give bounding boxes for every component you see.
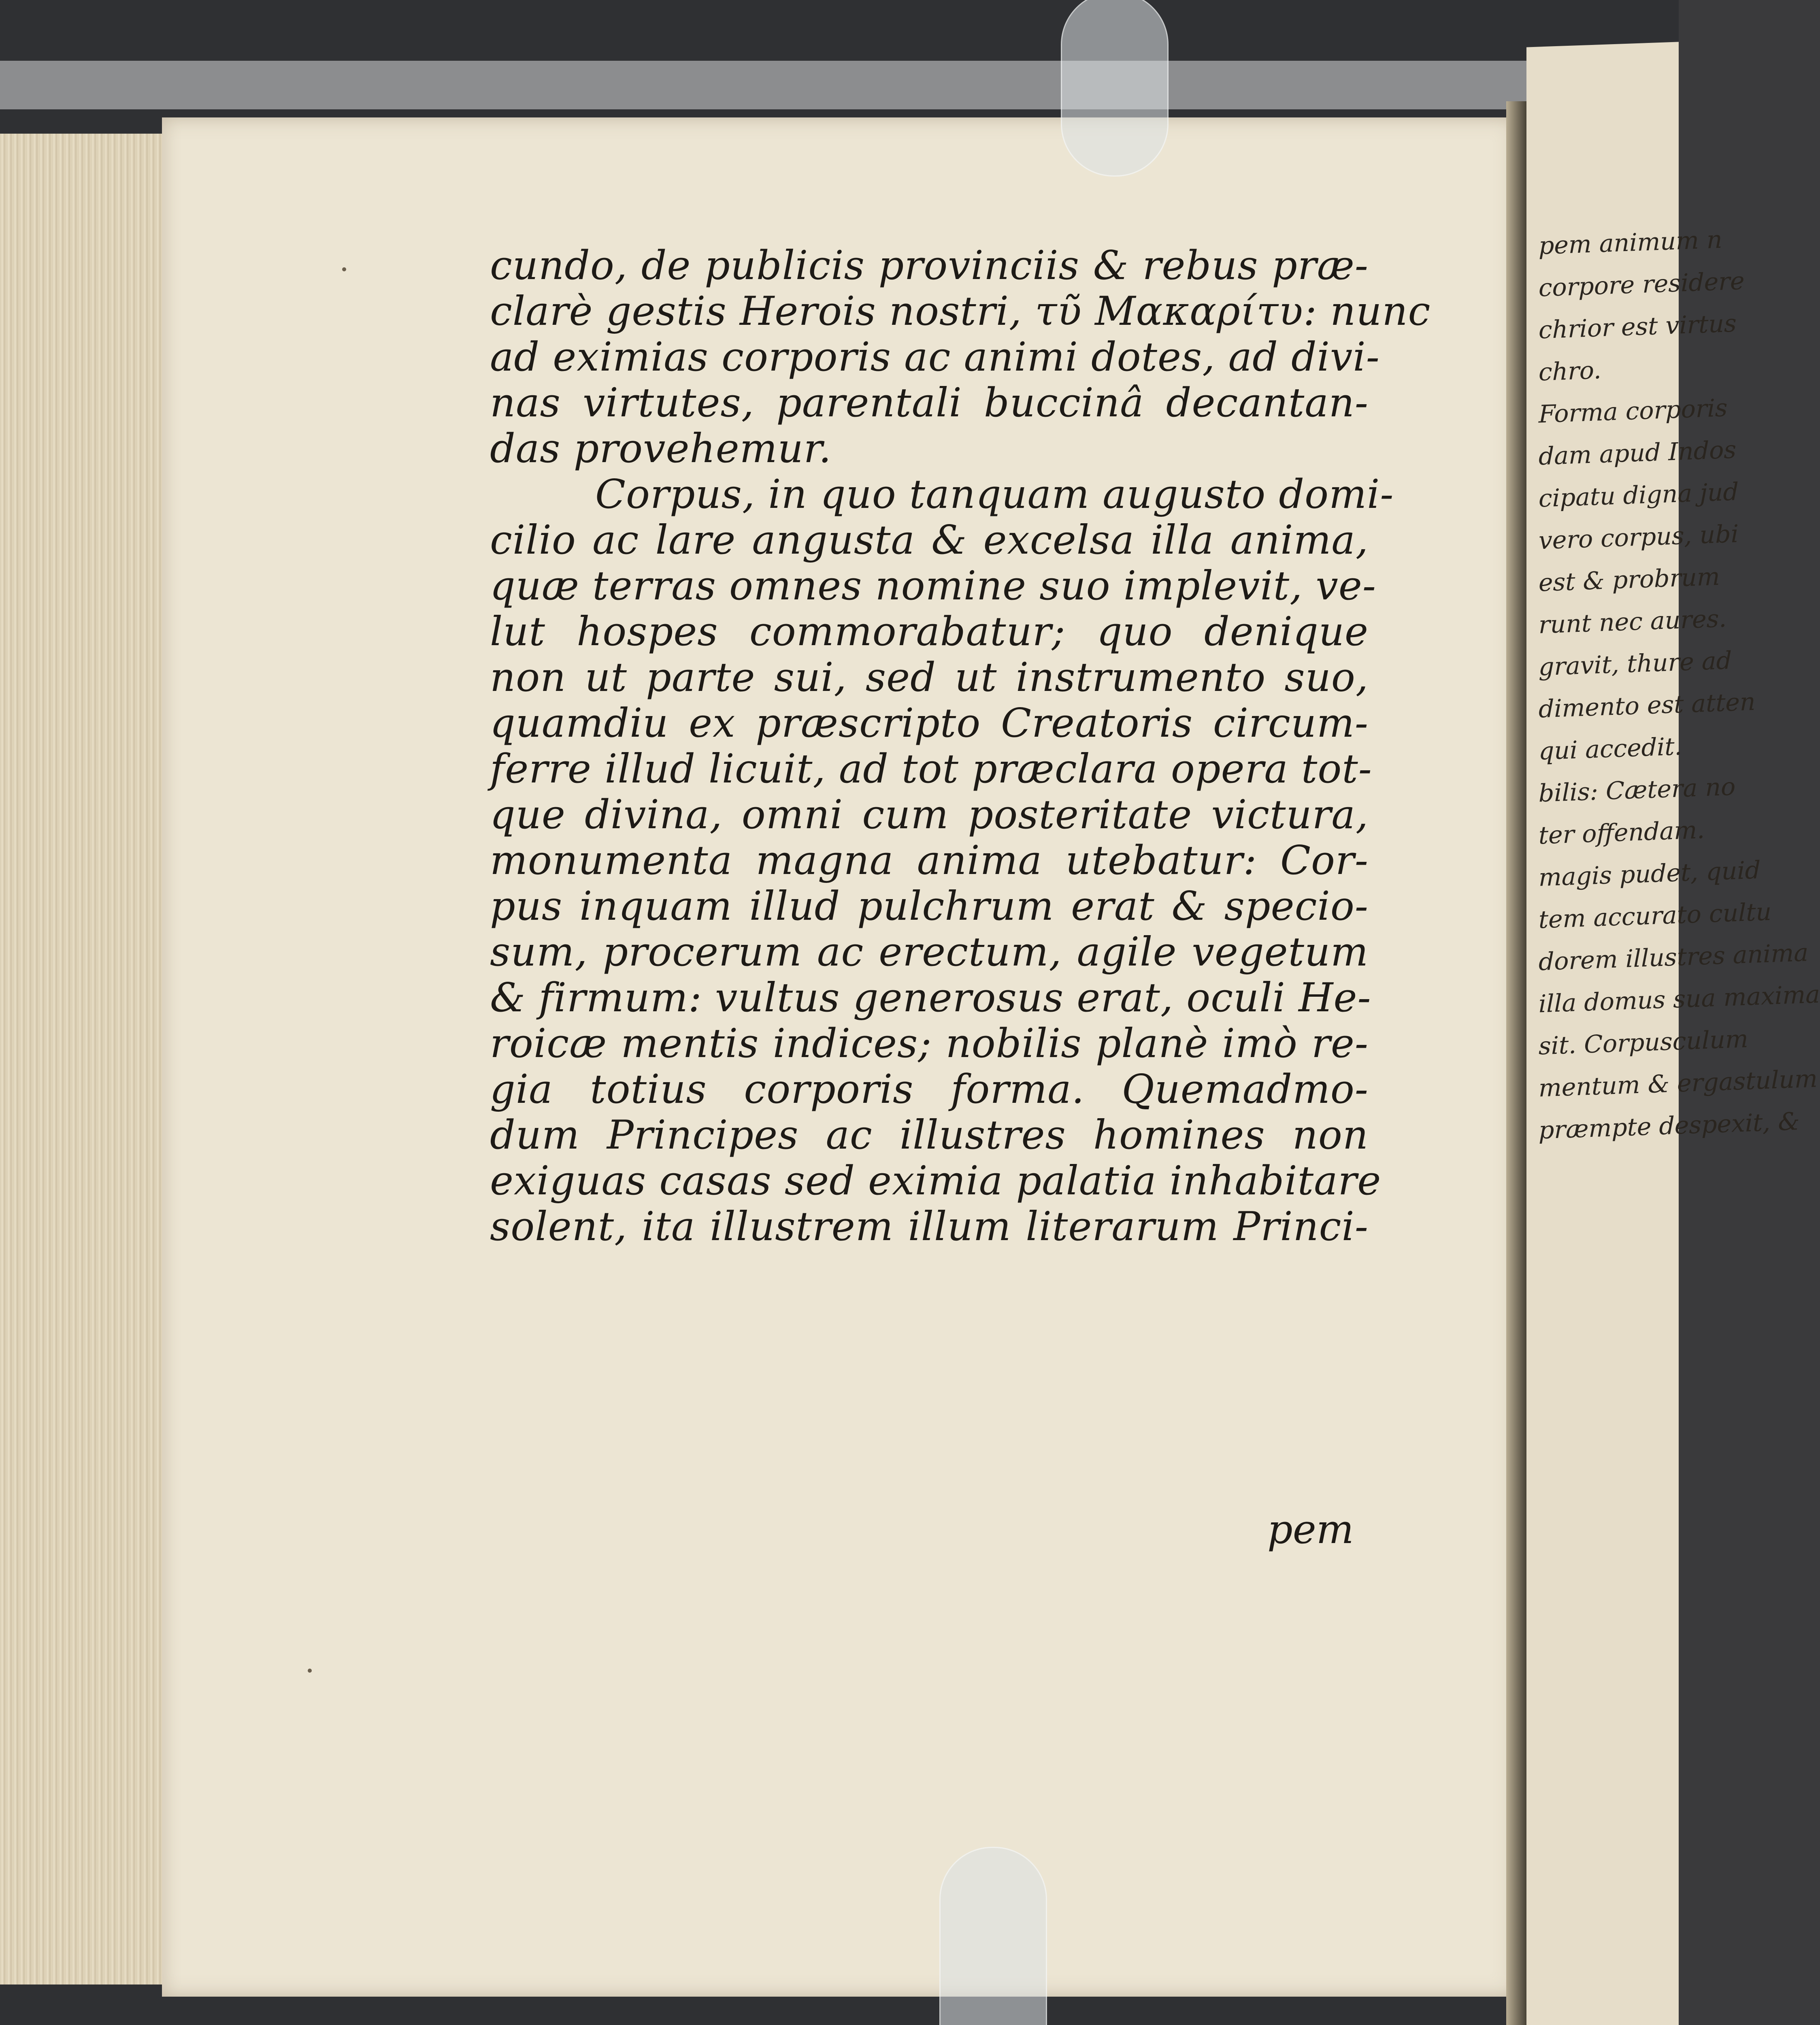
facing-page (1526, 42, 1820, 2025)
text-line: dam apud Indos (1539, 435, 1737, 471)
text-line: chrior est virtus (1539, 309, 1737, 345)
text-line: illa domus sua maxima (1539, 980, 1820, 1019)
text-line: gia totius corporis forma. Quemadmo- (490, 1066, 1369, 1113)
text-line: runt nec aures. (1539, 604, 1727, 639)
text-line: vero corpus, ubi (1539, 520, 1739, 555)
text-line: quamdiu ex præscripto Creatoris circum- (490, 700, 1369, 746)
text-line: exiguas casas sed eximia palatia inhabitare (490, 1158, 1381, 1204)
text-line: corpore residere (1539, 266, 1745, 303)
backdrop-band (0, 61, 1679, 109)
paper-speck (342, 267, 346, 271)
text-line: cundo, de publicis provinciis & rebus præ- (490, 243, 1369, 289)
text-line: clarè gestis Herois nostri, τῦ Μακαρίτυ: nunc (490, 288, 1431, 335)
text-line: monumenta magna anima utebatur: Cor- (490, 838, 1369, 884)
main-text (490, 243, 1431, 1250)
paper-speck (308, 1669, 312, 1673)
text-line: dorem illustres anima (1539, 938, 1809, 976)
text-line: bilis: Cætera no (1539, 772, 1736, 808)
text-line: solent, ita illustrem illum literarum Princi- (490, 1204, 1369, 1250)
text-line: non ut parte sui, sed ut instrumento suo, (490, 654, 1369, 701)
text-line: ferre illud licuit, ad tot præclara opera tot- (490, 746, 1372, 792)
text-line: dimento est atten (1539, 687, 1756, 724)
text-line: magis pudet, quid (1539, 856, 1760, 892)
text-line: & firmum: vultus generosus erat, oculi He- (490, 975, 1371, 1021)
page-holder-clip (939, 1847, 1047, 2025)
text-line: qui accedit. (1539, 732, 1682, 766)
text-line: dum Principes ac illustres homines non (490, 1112, 1369, 1158)
text-line: pus inquam illud pulchrum erat & specio- (490, 883, 1369, 929)
text-line: tem accurato cultu (1539, 897, 1772, 934)
catchword: pem (1267, 1507, 1354, 1553)
text-line: cipatu digna jud (1539, 477, 1739, 513)
text-line: lut hospes commorabatur; quo denique (490, 609, 1369, 655)
text-line: mentum & ergastulum (1539, 1064, 1818, 1103)
text-line: gravit, thure ad (1539, 646, 1732, 682)
page-edges (0, 134, 172, 1985)
text-line: Corpus, in quo tanquam augusto domi- (595, 471, 1394, 518)
text-line: pem animum n (1539, 225, 1722, 260)
text-line: cilio ac lare angusta & excelsa illa anima, (490, 517, 1369, 563)
text-line: quæ terras omnes nomine suo implevit, ve- (490, 563, 1376, 609)
text-line: sit. Corpusculum (1539, 1025, 1748, 1061)
text-line: nas virtutes, parentali buccinâ decantan- (490, 380, 1369, 426)
text-line: sum, procerum ac erectum, agile vegetum (490, 929, 1369, 975)
text-line: ter offendam. (1539, 816, 1705, 850)
text-line: ad eximias corporis ac animi dotes, ad divi- (490, 334, 1380, 380)
text-line: que divina, omni cum posteritate victura, (490, 792, 1369, 838)
text-line: das provehemur. (490, 426, 832, 472)
text-line: præmpte despexit, & (1539, 1107, 1800, 1145)
page-holder-clip (1061, 0, 1169, 177)
text-line: Forma corporis (1539, 394, 1728, 429)
text-line: chro. (1539, 356, 1602, 387)
text-line: est & probrum (1539, 562, 1720, 597)
facing-page-text (1539, 220, 1820, 1152)
text-line: roicæ mentis indices; nobilis planè imò re- (490, 1021, 1369, 1067)
